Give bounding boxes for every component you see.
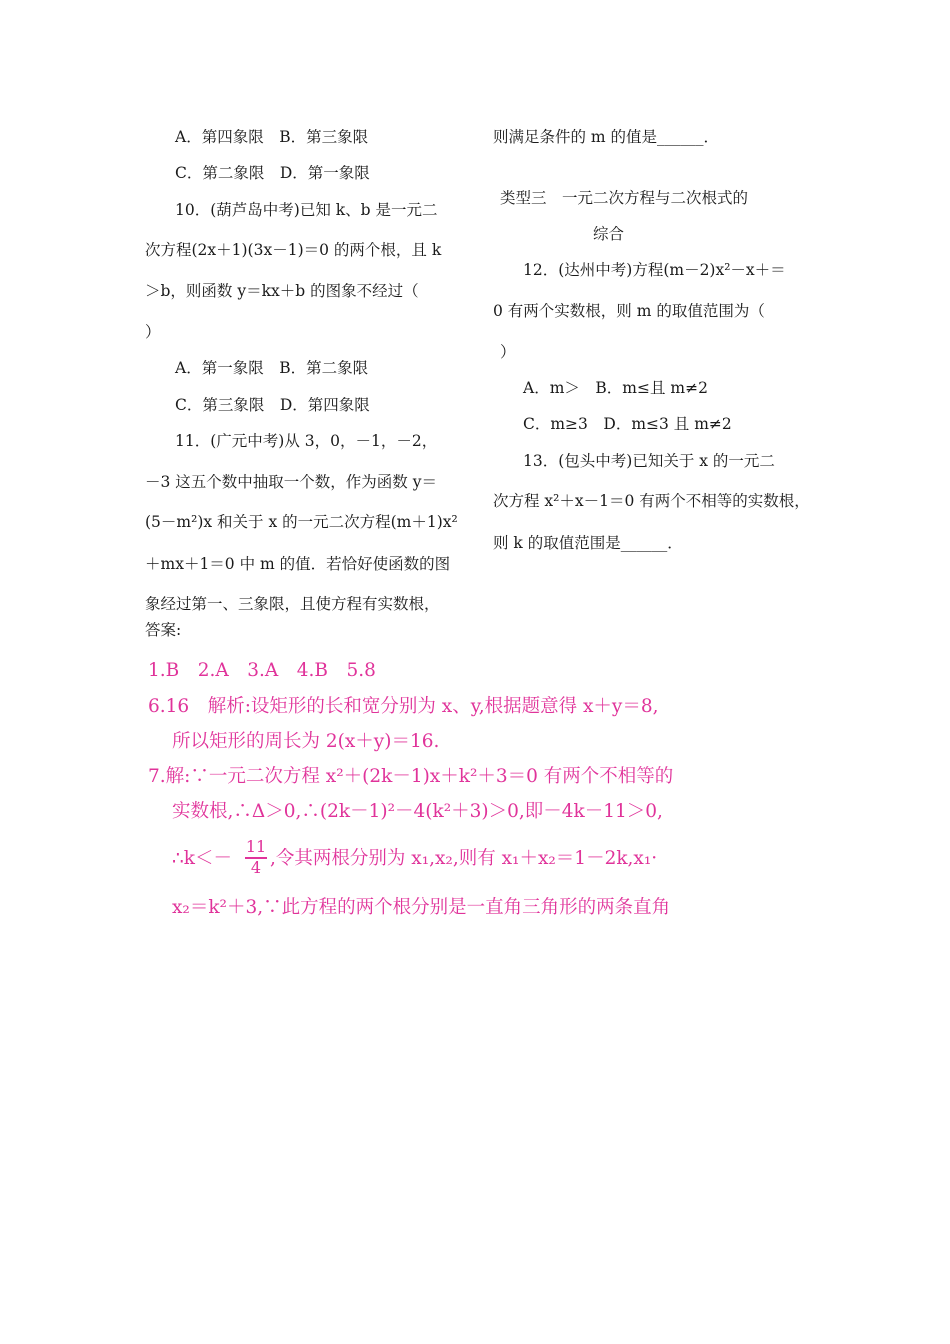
option-line: C．第三象限 D．第四象限 xyxy=(175,396,370,414)
answer-line: ∴k＜－ xyxy=(172,848,232,869)
question-line: 次方程 x²＋x－1＝0 有两个不相等的实数根， xyxy=(493,492,810,510)
question-line: ） xyxy=(145,323,161,341)
answer-line: 实数根,∴Δ＞0,∴(2k－1)²－4(k²＋3)＞0,即－4k－11＞0, xyxy=(172,801,663,822)
question-line: 次方程(2x＋1)(3x－1)＝0 的两个根，且 k xyxy=(145,241,442,259)
question-line: 0 有两个实数根，则 m 的取值范围为（ xyxy=(493,302,765,320)
question-line: 11．(广元中考)从 3，0，－1，－2， xyxy=(175,432,438,450)
option-line: C．m≥3 D．m≤3 且 m≠2 xyxy=(523,415,732,433)
question-line: (5－m²)x 和关于 x 的一元二次方程(m＋1)x² xyxy=(145,513,458,531)
answer-line: 7.解:∵一元二次方程 x²＋(2k－1)x＋k²＋3＝0 有两个不相等的 xyxy=(148,766,674,787)
answer-line: ,令其两根分别为 x₁,x₂,则有 x₁＋x₂＝1－2k,x₁· xyxy=(270,848,658,869)
answers-label: 答案: xyxy=(145,621,182,639)
option-line: A．m＞ B．m≤且 m≠2 xyxy=(523,379,708,397)
answer-line: 1.B 2.A 3.A 4.B 5.8 xyxy=(148,660,376,681)
section-heading: 类型三 一元二次方程与二次根式的 xyxy=(500,189,749,207)
option-line: A．第一象限 B．第二象限 xyxy=(175,359,369,377)
question-line: 象经过第一、三象限，且使方程有实数根， xyxy=(145,595,440,613)
question-line: 12．(达州中考)方程(m－2)x²－x＋＝ xyxy=(523,261,786,279)
answer-line: x₂＝k²＋3,∵此方程的两个根分别是一直角三角形的两条直角 xyxy=(172,897,671,918)
fraction-denominator: 4 xyxy=(250,858,262,877)
question-line: 10．(葫芦岛中考)已知 k、b 是一元二 xyxy=(175,201,438,219)
question-line: －3 这五个数中抽取一个数，作为函数 y＝ xyxy=(145,473,437,491)
answer-line: 6.16 解析:设矩形的长和宽分别为 x、y,根据题意得 x＋y＝8, xyxy=(148,696,659,717)
question-line: ） xyxy=(500,343,516,361)
question-line: ＋mx＋1＝0 中 m 的值．若恰好使函数的图 xyxy=(145,555,451,573)
fraction-numerator: 11 xyxy=(245,837,267,856)
option-line: C．第二象限 D．第一象限 xyxy=(175,164,370,182)
option-line: A．第四象限 B．第三象限 xyxy=(175,128,369,146)
question-line: ＞b，则函数 y＝kx＋b 的图象不经过（ xyxy=(145,282,419,300)
question-line: 则满足条件的 m 的值是______． xyxy=(493,128,720,146)
section-heading: 综合 xyxy=(593,225,625,243)
question-line: 则 k 的取值范围是______． xyxy=(493,534,683,552)
question-line: 13．(包头中考)已知关于 x 的一元二 xyxy=(523,452,775,470)
answer-line: 所以矩形的周长为 2(x＋y)＝16. xyxy=(172,731,440,752)
